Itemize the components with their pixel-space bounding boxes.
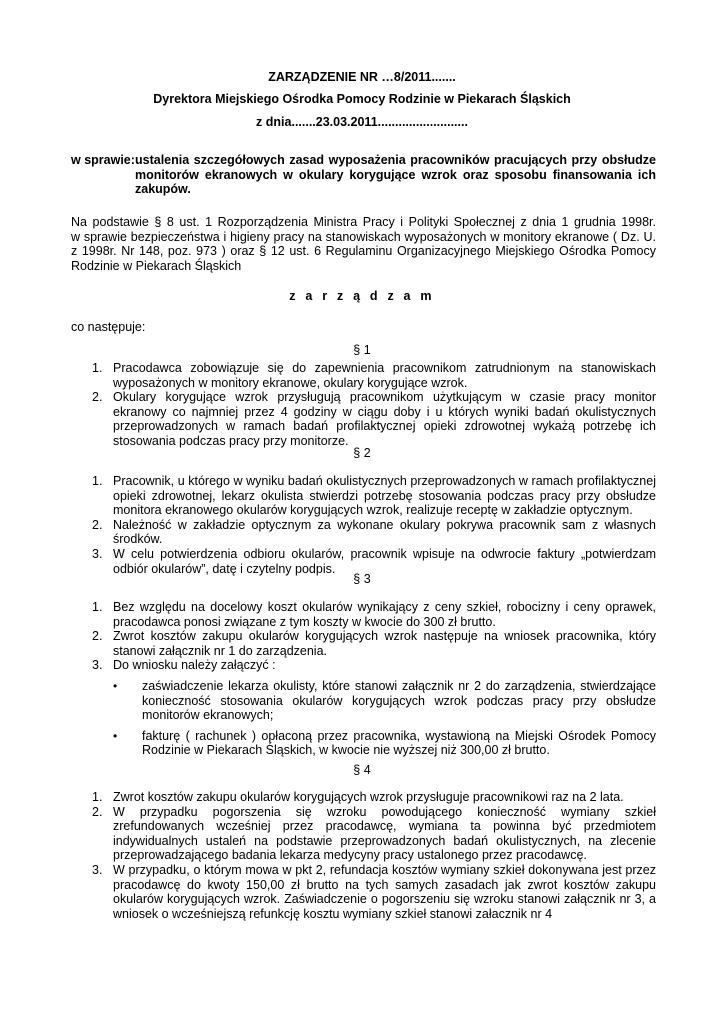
section-heading-2: § 2 [353, 446, 371, 460]
list-item-text: W przypadku, o którym mowa w pkt 2, refundacja kosztów wymiany szkieł dokonywana jest przez pracodawcę do kwoty 150,00 zł brutto na tych samych zasadach jak zwrot kosztów zakupu okularów korygujących wzrok. Zaświadczenie o pogorszeniu się wzroku stanowi załącznik nr 3, a wniosek o wcześniejszą refunkcję kosztu wymiany szkieł stanowi załacznik nr 4 [113, 862, 656, 921]
list-item-text: Bez względu na docelowy koszt okularów wynikający z ceny szkieł, robocizny i ceny oprawek, pracodawca ponosi związane z tym koszty w kwocie do 300 zł brutto. [113, 600, 656, 629]
list-item-text: Zwrot kosztów zakupu okularów korygujących wzrok następuje na wniosek pracownika, który stanowi załącznik nr 1 do zarządzenia. [113, 629, 656, 658]
list-item-text: W przypadku pogorszenia się wzroku powodującego konieczność wymiany szkieł zrefundowanych wcześniej przez pracodawcę, wymiana ta powinna być przedmiotem indywidualnych ustaleń na podstawie przeprowadzonych badań okulistycznych, na zlecenie przeprowadzającego badania lekarza medycyny pracy ustalonego przez pracodawcę. [113, 804, 656, 863]
bullet-item [113, 679, 656, 723]
list-item-number: 3. [92, 658, 103, 673]
decree-word: z a r z ą d z a m [289, 289, 435, 303]
subject-text: ustalenia szczegółowych zasad wyposażenia pracowników pracujących przy obsłudze monitorów ekranowych w okulary korygujące wzrok oraz sposobu finansowania ich zakupów. [135, 153, 656, 197]
legal-basis-line-2: w sprawie bezpieczeństwa i higieny pracy na stanowiskach wyposażonych w monitory ekranowe ( Dz. U. [71, 229, 656, 244]
subject-block [71, 153, 656, 197]
section-heading-1: § 1 [353, 343, 371, 357]
list-item-text: Pracownik, u którego w wyniku badań okulistycznych przeprowadzonych w ramach profilaktycznej opieki zdrowotnej, lekarz okulista stwierdzi potrzebę stosowania podczas pracy przy obsłudze monitora ekranowego okularów korygujących wzrok, realizuje receptę w zakładzie optycznym. [113, 474, 656, 518]
continuation-text: co następuje: [71, 320, 146, 334]
list-item [71, 658, 656, 758]
list-item-text: Do wniosku należy załączyć : [113, 658, 276, 673]
list-item-text: Okulary korygujące wzrok przysługują pracownikom użytkującym w czasie pracy monitor ekranowy co najmniej przez 4 godziny w ciągu doby i u których wyniki badań okulistycznych przeprowadzonych w ramach badań profilaktycznej opieki zdrowotnej wykażą potrzebę ich stosowania podczas pracy przy monitorze. [113, 390, 656, 448]
list-item [71, 863, 656, 921]
list-item-number: 1. [92, 474, 103, 488]
bullet-icon: • [113, 728, 118, 743]
section-heading-3: § 3 [353, 572, 371, 586]
bullet-item [113, 729, 656, 758]
list-item-text: Należność w zakładzie optycznym za wykonane okulary pokrywa pracownik sam z własnych środków. [113, 517, 656, 547]
list-item-number: 1. [92, 600, 103, 614]
list-item [71, 518, 656, 547]
bullet-icon: • [113, 678, 118, 693]
list-item-number: 3. [92, 862, 103, 877]
section-4-list [71, 790, 656, 921]
bullet-item-text: fakturę ( rachunek ) opłaconą przez pracownika, wystawioną na Miejski Ośrodek Pomocy Rodzinie w Piekarach Śląskich, w kwocie nie wyższej niż 300,00 zł brutto. [142, 728, 656, 758]
list-item [71, 805, 656, 863]
list-item-number: 2. [92, 629, 103, 644]
legal-basis [71, 215, 656, 273]
document-date: z dnia.......23.03.2011.......................... [256, 115, 468, 129]
list-item-number: 3. [92, 546, 103, 561]
list-item [71, 390, 656, 448]
list-item-text: Zwrot kosztów zakupu okularów korygujących wzrok przysługuje pracownikowi raz na 2 lata. [113, 790, 624, 804]
list-item-number: 1. [92, 361, 103, 375]
list-item [71, 629, 656, 658]
section-3-list [71, 600, 656, 758]
legal-basis-line-1: Na podstawie § 8 ust. 1 Rozporządzenia Ministra Pracy i Polityki Społecznej z dnia 1 grudnia 1998r. [71, 215, 656, 229]
list-item [71, 361, 656, 390]
attachment-list [113, 679, 656, 758]
section-1-list [71, 361, 656, 449]
document-issuer: Dyrektora Miejskiego Ośrodka Pomocy Rodzinie w Piekarach Śląskich [153, 92, 571, 106]
list-item-number: 2. [92, 390, 103, 405]
list-item [71, 600, 656, 629]
document-title: ZARZĄDZENIE NR …8/2011....... [268, 70, 456, 84]
legal-basis-line-4: Rodzinie w Piekarach Śląskich [71, 258, 242, 273]
section-heading-4: § 4 [353, 763, 371, 777]
list-item-text: Pracodawca zobowiązuje się do zapewnienia pracownikom zatrudnionym na stanowiskach wyposażonych w monitory ekranowe, okulary korygujące wzrok. [113, 361, 656, 390]
section-2-list [71, 474, 656, 576]
subject-label: w sprawie: [71, 153, 135, 167]
list-item-number: 2. [92, 517, 103, 532]
list-item-number: 2. [92, 804, 103, 819]
bullet-item-text: zaświadczenie lekarza okulisty, które stanowi załącznik nr 2 do zarządzenia, stwierdzające konieczność stosowania okularów korygujących wzrok podczas pracy przy obsłudze monitorów ekranowych; [142, 678, 656, 723]
list-item-text: W celu potwierdzenia odbioru okularów, pracownik wpisuje na odwrocie faktury „potwierdzam odbiór okularów”, datę i czytelny podpis. [113, 546, 656, 576]
legal-basis-line-3: z 1998r. Nr 148, poz. 973 ) oraz § 12 ust. 6 Regulaminu Organizacyjnego Miejskiego Ośrodka Pomocy [71, 244, 656, 259]
list-item-number: 1. [92, 790, 103, 804]
list-item [71, 790, 656, 805]
list-item [71, 474, 656, 518]
